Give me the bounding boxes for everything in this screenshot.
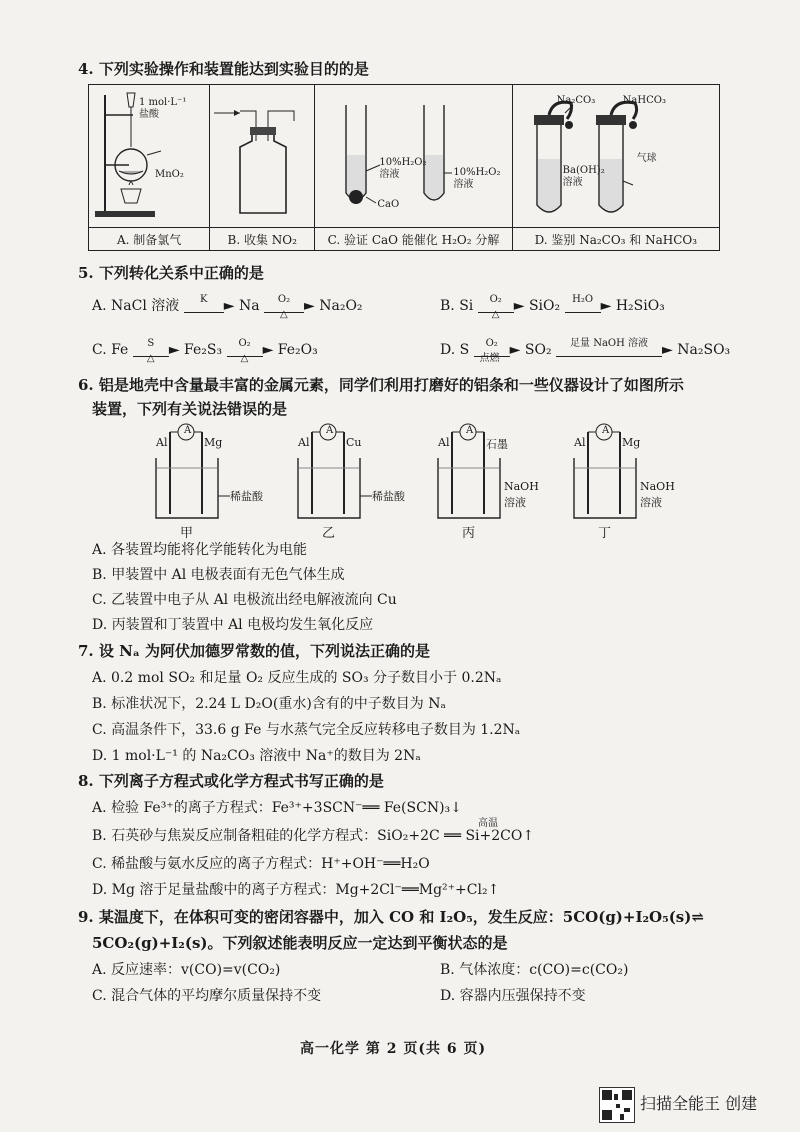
- page-footer: 高一化学 第 2 页(共 6 页): [300, 1041, 487, 1057]
- label-acid-conc: 1 mol·L⁻¹: [139, 97, 187, 108]
- apparatus-c: [315, 85, 511, 227]
- q7-stem: 7. 设 Nₐ 为阿伏加德罗常数的值，下列说法正确的是: [78, 642, 431, 660]
- label-h2o2-b: 10%H₂O₂: [453, 167, 501, 178]
- q5-option-c: C. Fe S △ ► Fe₂S₃ O₂ △ ► Fe₂O₃: [92, 338, 318, 364]
- q9-stem-line2: 5CO₂(g)+I₂(s)。下列叙述能表明反应一定达到平衡状态的是: [92, 934, 508, 952]
- label-nahco3: NaHCO₃: [622, 95, 666, 106]
- q7-option-a: A. 0.2 mol SO₂ 和足量 O₂ 反应生成的 SO₃ 分子数目小于 0.2Nₐ: [92, 670, 502, 686]
- label-baoh2-sol: 溶液: [562, 177, 583, 188]
- q8-option-b: B. 石英砂与焦炭反应制备粗硅的化学方程式：SiO₂+2C ══ Si+2CO↑: [92, 828, 535, 844]
- q8-stem: 8. 下列离子方程式或化学方程式书写正确的是: [78, 772, 384, 790]
- q5-option-a: A. NaCl 溶液 K ► Na O₂ △ ► Na₂O₂: [92, 294, 363, 320]
- q8-option-d: D. Mg 溶于足量盐酸中的离子方程式：Mg+2Cl⁻══Mg²⁺+Cl₂↑: [92, 882, 500, 898]
- q6-stem-line1: 6. 铝是地壳中含量最丰富的金属元素，同学们利用打磨好的铝条和一些仪器设计了如图所示: [78, 376, 684, 394]
- caption-b: B. 收集 NO₂: [210, 228, 315, 251]
- label-na2co3: Na₂CO₃: [556, 95, 596, 106]
- label-acid: 盐酸: [139, 109, 159, 120]
- scanner-watermark: 扫描全能王 创建: [640, 1094, 758, 1113]
- q4-apparatus-table: [88, 84, 720, 251]
- apparatus-a: [89, 85, 209, 227]
- q6-cell-diagrams: [148, 418, 688, 541]
- q5a-mid: Na: [238, 298, 260, 314]
- apparatus-d: [513, 85, 719, 227]
- cell-bing: A Al 石墨 NaOH 溶液 丙: [438, 425, 539, 541]
- label-h2o2-a: 10%H₂O₂: [379, 157, 427, 168]
- cell-jia: A Al Mg 稀盐酸 甲: [156, 425, 263, 541]
- q7-option-b: B. 标准状况下，2.24 L D₂O(重水)含有的中子数目为 Nₐ: [92, 696, 446, 712]
- catalysis-test-tubes-diagram: [316, 85, 512, 227]
- q5-option-d: D. S O₂ 点燃 ► SO₂ 足量 NaOH 溶液 ► Na₂SO₃: [440, 338, 731, 364]
- q5-stem: 5. 下列转化关系中正确的是: [78, 264, 264, 282]
- q4-stem: 4. 下列实验操作和装置能达到实验目的的是: [78, 60, 369, 78]
- q8-b-condition: 高温: [478, 818, 498, 829]
- q7-option-d: D. 1 mol·L⁻¹ 的 Na₂CO₃ 溶液中 Na⁺的数目为 2Nₐ: [92, 748, 421, 764]
- q7-option-c: C. 高温条件下，33.6 g Fe 与水蒸气完全反应转移电子数目为 1.2Nₐ: [92, 722, 521, 738]
- q5a-arrow2: O₂ △: [264, 292, 304, 313]
- q9-stem-line1: 9. 某温度下，在体积可变的密闭容器中，加入 CO 和 I₂O₅，发生反应：5CO(g)+I₂O₅(s)⇌: [78, 908, 704, 926]
- q6-option-d: D. 丙装置和丁装置中 Al 电极均发生氧化反应: [92, 617, 374, 633]
- gas-collection-bottle-diagram: [210, 85, 314, 227]
- label-baoh2: Ba(OH)₂: [562, 165, 605, 176]
- q5a-arrow1: K: [184, 292, 224, 313]
- q9-option-a: A. 反应速率：v(CO)=v(CO₂): [92, 962, 281, 978]
- label-h2o2-a-sol: 溶液: [379, 169, 400, 180]
- caption-c: C. 验证 CaO 能催化 H₂O₂ 分解: [315, 228, 512, 251]
- q8-option-c: C. 稀盐酸与氨水反应的离子方程式：H⁺+OH⁻══H₂O: [92, 856, 430, 872]
- cell-ding: A Al Mg NaOH 溶液 丁: [574, 425, 675, 541]
- q5-option-b: B. Si O₂ △ ► SiO₂ H₂O ► H₂SiO₃: [440, 294, 665, 320]
- caption-a: A. 制备氯气: [89, 228, 210, 251]
- q8-option-a: A. 检验 Fe³⁺的离子方程式：Fe³⁺+3SCN⁻══ Fe(SCN)₃↓: [92, 800, 462, 816]
- ammeter-jia: A: [184, 425, 192, 436]
- q6-option-a: A. 各装置均能将化学能转化为电能: [92, 542, 308, 558]
- caption-d: D. 鉴别 Na₂CO₃ 和 NaHCO₃: [512, 228, 719, 251]
- q9-option-d: D. 容器内压强保持不变: [440, 988, 586, 1004]
- cell-yi: A Al Cu 稀盐酸 乙: [298, 425, 405, 541]
- qr-code-icon: [599, 1087, 635, 1123]
- apparatus-b: [210, 85, 314, 227]
- label-cao: CaO: [377, 199, 400, 210]
- q9-option-b: B. 气体浓度：c(CO)=c(CO₂): [440, 962, 629, 978]
- carbonate-identification-diagram: [513, 85, 719, 227]
- label-mno2: MnO₂: [155, 169, 184, 180]
- q6-option-c: C. 乙装置中电子从 Al 电极流出经电解液流向 Cu: [92, 592, 397, 608]
- label-h2o2-b-sol: 溶液: [453, 179, 474, 190]
- q9-option-c: C. 混合气体的平均摩尔质量保持不变: [92, 988, 322, 1004]
- label-balloon: 气球: [636, 153, 657, 164]
- q6-stem-line2: 装置，下列有关说法错误的是: [92, 400, 288, 418]
- q6-option-b: B. 甲装置中 Al 电极表面有无色气体生成: [92, 567, 345, 583]
- q5a-start: A. NaCl 溶液: [92, 298, 180, 314]
- q5a-end: Na₂O₂: [319, 298, 363, 314]
